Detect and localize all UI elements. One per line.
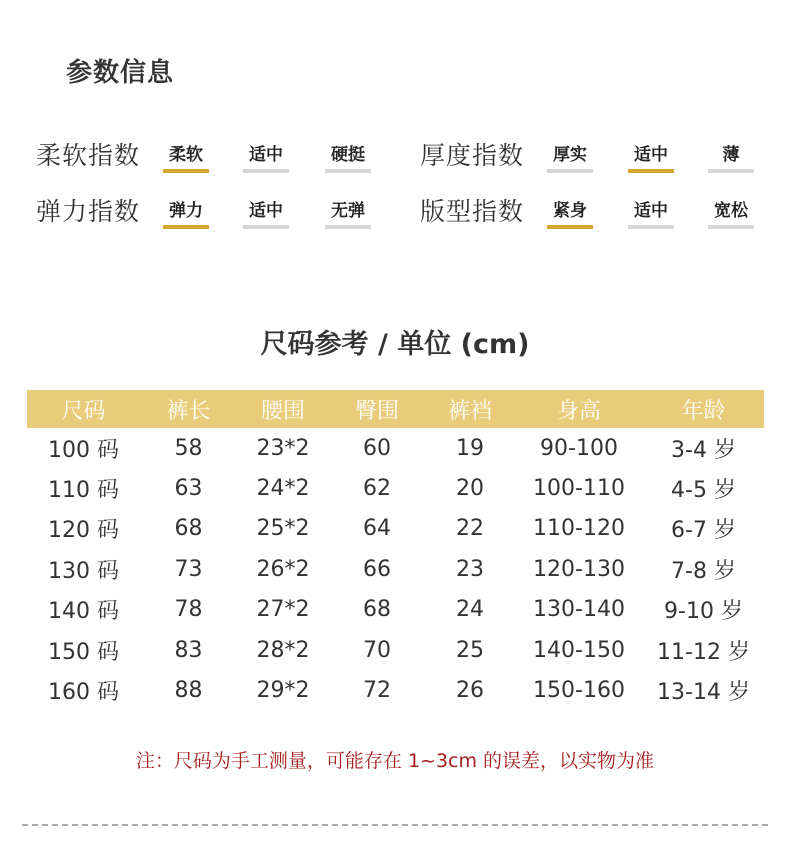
dashed-divider <box>22 824 768 826</box>
cell-age: 11-12 岁 <box>657 639 750 665</box>
cell-length: 73 <box>174 556 203 582</box>
table-row <box>27 428 764 468</box>
param-row-2 <box>0 186 790 236</box>
table-row <box>27 590 764 630</box>
cell-length: 58 <box>174 435 203 461</box>
header-length: 裤长 <box>140 390 237 428</box>
cell-height: 110-120 <box>533 516 625 542</box>
cell-age: 3-4 岁 <box>671 437 736 463</box>
cell-length: 88 <box>174 678 203 704</box>
softness-option-stiff: 硬挺 <box>325 140 371 173</box>
fit-label: 版型指数 <box>420 197 525 226</box>
header-size: 尺码 <box>27 390 140 428</box>
cell-waist: 28*2 <box>256 637 310 663</box>
header-hip: 臀围 <box>329 390 425 428</box>
cell-height: 150-160 <box>533 678 625 704</box>
section-title: 参数信息 <box>66 58 175 88</box>
cell-hip: 62 <box>363 476 391 502</box>
thickness-option-thick: 厚实 <box>547 140 593 173</box>
cell-crotch: 23 <box>456 556 484 582</box>
elasticity-option-stretch: 弹力 <box>163 196 209 229</box>
cell-hip: 66 <box>363 556 391 582</box>
cell-age: 7-8 岁 <box>671 558 736 584</box>
header-age: 年龄 <box>643 390 764 428</box>
cell-waist: 27*2 <box>256 597 310 623</box>
table-row <box>27 549 764 589</box>
table-row <box>27 509 764 549</box>
cell-hip: 68 <box>363 597 391 623</box>
table-row <box>27 670 764 710</box>
cell-waist: 29*2 <box>256 678 310 704</box>
header-waist: 腰围 <box>237 390 329 428</box>
cell-waist: 24*2 <box>256 476 310 502</box>
cell-height: 90-100 <box>540 435 618 461</box>
cell-size: 120 码 <box>48 518 119 544</box>
cell-crotch: 20 <box>456 476 484 502</box>
elasticity-option-medium: 适中 <box>243 196 289 229</box>
table-row <box>27 468 764 508</box>
table-row <box>27 630 764 670</box>
size-chart-title: 尺码参考 / 单位 (cm) <box>260 329 530 360</box>
cell-height: 130-140 <box>533 597 625 623</box>
header-height: 身高 <box>515 390 643 428</box>
measurement-note: 注：尺码为手工测量，可能存在 1~3cm 的误差，以实物为准 <box>135 750 655 772</box>
fit-option-medium: 适中 <box>628 196 674 229</box>
table-header-row <box>27 390 764 428</box>
cell-crotch: 26 <box>456 678 484 704</box>
softness-option-medium: 适中 <box>243 140 289 173</box>
cell-height: 100-110 <box>533 476 625 502</box>
cell-hip: 64 <box>363 516 391 542</box>
softness-label: 柔软指数 <box>36 141 141 170</box>
cell-size: 160 码 <box>48 680 119 706</box>
cell-waist: 25*2 <box>256 516 310 542</box>
cell-waist: 23*2 <box>256 435 310 461</box>
param-row-1 <box>0 130 790 180</box>
size-table <box>27 390 764 711</box>
cell-size: 100 码 <box>48 437 119 463</box>
fit-option-slim: 紧身 <box>547 196 593 229</box>
cell-crotch: 19 <box>456 435 484 461</box>
elasticity-label: 弹力指数 <box>36 197 141 226</box>
cell-waist: 26*2 <box>256 556 310 582</box>
cell-height: 140-150 <box>533 637 625 663</box>
cell-size: 150 码 <box>48 639 119 665</box>
cell-hip: 60 <box>363 435 391 461</box>
cell-age: 9-10 岁 <box>664 599 743 625</box>
cell-crotch: 24 <box>456 597 484 623</box>
thickness-option-thin: 薄 <box>708 140 754 173</box>
cell-crotch: 25 <box>456 637 484 663</box>
cell-hip: 70 <box>363 637 391 663</box>
thickness-option-medium: 适中 <box>628 140 674 173</box>
fit-option-loose: 宽松 <box>708 196 754 229</box>
cell-size: 130 码 <box>48 558 119 584</box>
cell-height: 120-130 <box>533 556 625 582</box>
header-crotch: 裤裆 <box>425 390 515 428</box>
softness-option-soft: 柔软 <box>163 140 209 173</box>
cell-length: 83 <box>174 637 203 663</box>
cell-hip: 72 <box>363 678 391 704</box>
cell-crotch: 22 <box>456 516 484 542</box>
cell-size: 110 码 <box>48 478 119 504</box>
cell-size: 140 码 <box>48 599 119 625</box>
elasticity-option-none: 无弹 <box>325 196 371 229</box>
cell-age: 6-7 岁 <box>671 518 736 544</box>
cell-length: 78 <box>174 597 203 623</box>
cell-age: 13-14 岁 <box>657 680 750 706</box>
thickness-label: 厚度指数 <box>420 141 525 170</box>
cell-length: 63 <box>174 476 203 502</box>
cell-length: 68 <box>174 516 203 542</box>
cell-age: 4-5 岁 <box>671 478 736 504</box>
